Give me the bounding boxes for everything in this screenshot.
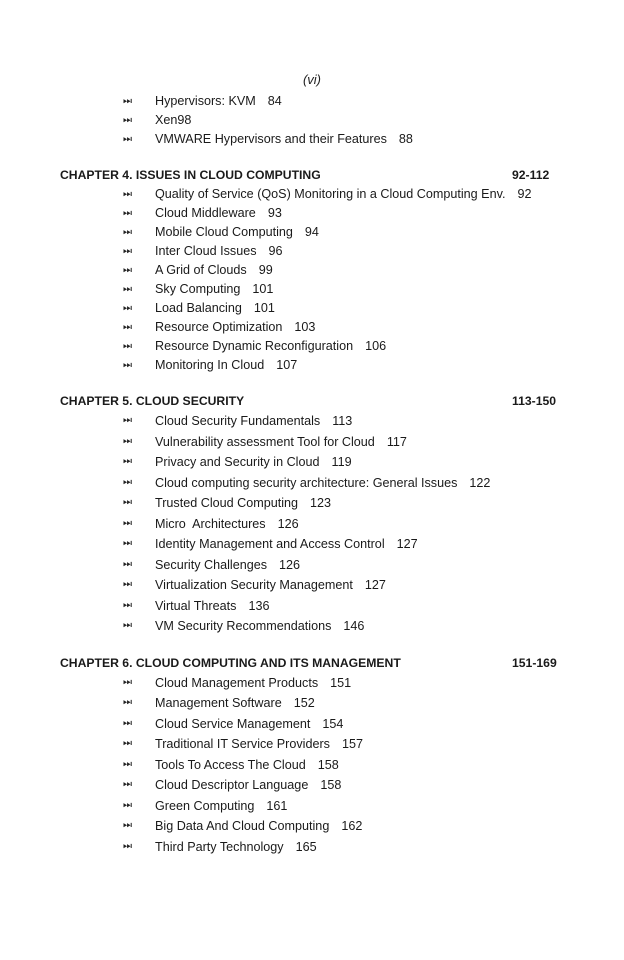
chapter-title: CHAPTER 6. CLOUD COMPUTING AND ITS MANAGEMENT [60, 655, 401, 670]
chapter-6-section [0, 654, 624, 858]
toc-item-page: 106 [365, 339, 387, 353]
chapter-title: CHAPTER 4. ISSUES IN CLOUD COMPUTING [60, 168, 321, 182]
toc-item [0, 223, 624, 242]
toc-item-page: 94 [304, 225, 319, 239]
toc-item-title: Cloud Middleware [155, 206, 256, 220]
toc-item-title: Trusted Cloud Computing [155, 496, 299, 510]
toc-item-title: Load Balancing [155, 301, 242, 315]
chapter-page-range: 113-150 [512, 394, 557, 408]
toc-item [0, 575, 624, 596]
toc-item-page: 123 [310, 496, 332, 510]
toc-item-title: Micro Architectures [155, 516, 266, 531]
double-arrow-bullet-icon: ⏭ [123, 265, 130, 276]
toc-item-page: 107 [276, 358, 298, 372]
toc-item-title: Security Challenges [155, 557, 268, 572]
double-arrow-bullet-icon: ⏭ [123, 820, 130, 831]
double-arrow-bullet-icon: ⏭ [123, 208, 130, 219]
toc-item [0, 130, 624, 149]
chapter-page-range: 92-112 [512, 168, 550, 182]
toc-item [0, 432, 624, 453]
toc-item [0, 242, 624, 261]
double-arrow-bullet-icon: ⏭ [123, 246, 130, 257]
toc-item [0, 493, 624, 514]
toc-item-page: 92 [517, 187, 532, 201]
intro-section [0, 92, 624, 149]
toc-item [0, 337, 624, 356]
toc-item-page: 136 [248, 598, 270, 613]
toc-item-page: 165 [295, 839, 317, 854]
toc-item-page: 113 [332, 414, 353, 428]
toc-item [0, 261, 624, 280]
double-arrow-bullet-icon: ⏭ [123, 476, 130, 488]
toc-item [0, 111, 624, 130]
toc-item-page: 117 [386, 434, 407, 449]
page-number: (vi) [302, 72, 322, 87]
toc-item-title: Virtualization Security Management [155, 578, 353, 592]
toc-item [0, 796, 624, 817]
toc-item-page: 162 [341, 819, 363, 833]
double-arrow-bullet-icon: ⏭ [123, 840, 130, 852]
toc-item-title: Sky Computing [155, 282, 241, 296]
toc-item-title: Cloud Descriptor Language [155, 778, 309, 792]
toc-item-page: 88 [398, 132, 413, 146]
toc-item-title: Green Computing [155, 798, 255, 813]
toc-item [0, 755, 624, 776]
toc-item [0, 555, 624, 576]
toc-item-title: Cloud Security Fundamentals [155, 414, 321, 428]
toc-item-title: Tools To Access The Cloud [155, 757, 306, 772]
double-arrow-bullet-icon: ⏭ [123, 456, 130, 467]
toc-item-title: Quality of Service (QoS) Monitoring in a Cloud Computing Env. [155, 187, 506, 201]
double-arrow-bullet-icon: ⏭ [123, 284, 130, 295]
toc-item-title: Virtual Threats [155, 598, 237, 613]
double-arrow-bullet-icon: ⏭ [123, 538, 130, 549]
double-arrow-bullet-icon: ⏭ [123, 322, 130, 333]
toc-item-page: 99 [258, 263, 273, 277]
toc-item-page: 103 [294, 320, 316, 334]
toc-item-title: Management Software [155, 696, 282, 710]
toc-item [0, 411, 624, 432]
chapter-heading [0, 166, 624, 185]
toc-item-title: Cloud Service Management [155, 716, 311, 731]
chapter-4-section [0, 166, 624, 375]
toc-item-title: VMWARE Hypervisors and their Features [155, 132, 387, 146]
toc-item [0, 837, 624, 858]
toc-item-title: Big Data And Cloud Computing [155, 819, 330, 833]
toc-item [0, 473, 624, 494]
toc-item [0, 452, 624, 473]
double-arrow-bullet-icon: ⏭ [123, 579, 130, 590]
toc-item [0, 693, 624, 714]
double-arrow-bullet-icon: ⏭ [123, 517, 130, 529]
toc-item-page: 126 [277, 516, 299, 531]
toc-item-page: 127 [364, 578, 386, 592]
toc-item-title: Resource Optimization [155, 320, 283, 334]
toc-item-page: 151 [330, 675, 352, 690]
toc-item-title: Identity Management and Access Control [155, 537, 385, 551]
toc-item [0, 673, 624, 694]
double-arrow-bullet-icon: ⏭ [123, 558, 130, 570]
toc-item [0, 816, 624, 837]
toc-item-page: 122 [469, 475, 491, 490]
double-arrow-bullet-icon: ⏭ [123, 738, 130, 749]
toc-item-page: 119 [331, 455, 352, 469]
toc-item [0, 775, 624, 796]
toc-item-title: Privacy and Security in Cloud [155, 455, 320, 469]
double-arrow-bullet-icon: ⏭ [123, 96, 130, 107]
toc-item-page: 158 [317, 757, 339, 772]
double-arrow-bullet-icon: ⏭ [123, 620, 130, 631]
table-of-contents [0, 92, 624, 857]
toc-item-page: 101 [253, 301, 275, 315]
double-arrow-bullet-icon: ⏭ [123, 303, 130, 314]
toc-item-page: 84 [267, 94, 282, 108]
toc-item-title: Hypervisors: KVM [155, 94, 256, 108]
toc-item [0, 318, 624, 337]
double-arrow-bullet-icon: ⏭ [123, 341, 130, 352]
toc-item [0, 356, 624, 375]
toc-item-title: Third Party Technology [155, 839, 284, 854]
double-arrow-bullet-icon: ⏭ [123, 758, 130, 770]
toc-item-title: Inter Cloud Issues [155, 244, 257, 258]
double-arrow-bullet-icon: ⏭ [123, 717, 130, 729]
double-arrow-bullet-icon: ⏭ [123, 360, 130, 371]
toc-item-page: 161 [266, 798, 288, 813]
toc-item [0, 204, 624, 223]
toc-item-title: Cloud Management Products [155, 675, 319, 690]
chapter-5-section [0, 392, 624, 637]
toc-item-page: 152 [293, 696, 315, 710]
toc-item-title: Resource Dynamic Reconfiguration [155, 339, 354, 353]
toc-item-page: 146 [343, 619, 365, 633]
toc-item-title: Cloud computing security architecture: General Issues [155, 475, 458, 490]
double-arrow-bullet-icon: ⏭ [123, 415, 130, 426]
toc-item-page: 101 [252, 282, 274, 296]
toc-item [0, 596, 624, 617]
double-arrow-bullet-icon: ⏭ [123, 497, 130, 508]
toc-item-page: 96 [268, 244, 283, 258]
double-arrow-bullet-icon: ⏭ [123, 189, 130, 200]
toc-item [0, 534, 624, 555]
toc-item-title: Mobile Cloud Computing [155, 225, 293, 239]
toc-item [0, 514, 624, 535]
toc-item [0, 92, 624, 111]
toc-item-page: 154 [322, 716, 344, 731]
double-arrow-bullet-icon: ⏭ [123, 697, 130, 708]
chapter-page-range: 151-169 [512, 655, 557, 670]
double-arrow-bullet-icon: ⏭ [123, 599, 130, 611]
toc-item-title: Monitoring In Cloud [155, 358, 265, 372]
toc-item [0, 734, 624, 755]
toc-item-title: VM Security Recommendations [155, 619, 332, 633]
toc-item [0, 714, 624, 735]
toc-item [0, 280, 624, 299]
double-arrow-bullet-icon: ⏭ [123, 435, 130, 447]
toc-item [0, 185, 624, 204]
chapter-title: CHAPTER 5. CLOUD SECURITY [60, 394, 245, 408]
toc-item-page: 127 [396, 537, 418, 551]
toc-item-page: 126 [279, 557, 301, 572]
double-arrow-bullet-icon: ⏭ [123, 115, 130, 126]
chapter-heading [0, 392, 624, 411]
double-arrow-bullet-icon: ⏭ [123, 676, 130, 688]
chapter-heading [0, 654, 624, 673]
double-arrow-bullet-icon: ⏭ [123, 227, 130, 238]
toc-item [0, 616, 624, 637]
double-arrow-bullet-icon: ⏭ [123, 779, 130, 790]
toc-item-title: Vulnerability assessment Tool for Cloud [155, 434, 375, 449]
toc-item-title: Xen98 [155, 113, 192, 127]
toc-item-page: 93 [267, 206, 282, 220]
double-arrow-bullet-icon: ⏭ [123, 134, 130, 145]
toc-item-title: A Grid of Clouds [155, 263, 247, 277]
toc-item-page: 157 [341, 737, 363, 751]
toc-item [0, 299, 624, 318]
toc-item-title: Traditional IT Service Providers [155, 737, 330, 751]
double-arrow-bullet-icon: ⏭ [123, 799, 130, 811]
toc-item-page: 158 [320, 778, 342, 792]
